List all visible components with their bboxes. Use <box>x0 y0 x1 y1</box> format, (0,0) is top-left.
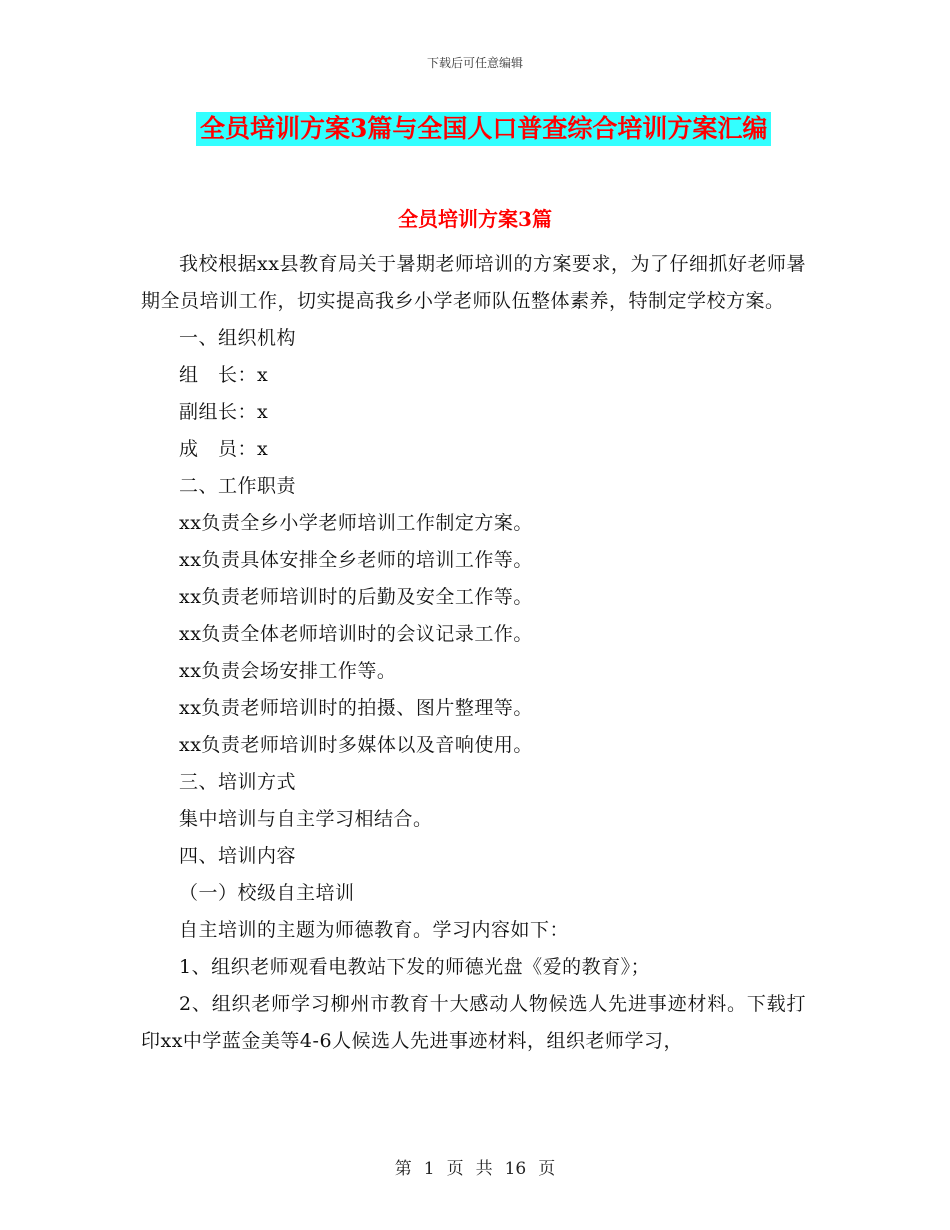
document-title: 全员培训方案3篇与全国人口普查综合培训方案汇编 <box>196 112 771 146</box>
heading-organization: 一、组织机构 <box>179 327 297 349</box>
subheading-school-training: （一）校级自主培训 <box>179 882 355 904</box>
heading-method: 三、培训方式 <box>179 771 297 793</box>
duty-item: xx负责全体老师培训时的会议记录工作。 <box>179 623 533 645</box>
duty-item: xx负责全乡小学老师培训工作制定方案。 <box>179 512 533 534</box>
intro-paragraph: 我校根据xx县教育局关于暑期老师培训的方案要求，为了仔细抓好老师暑期全员培训工作，切实提高我乡小学老师队伍整体素养，特制定学校方案。 <box>141 253 806 312</box>
total-label: 共 <box>475 1159 493 1179</box>
page-label: 第 <box>394 1159 412 1179</box>
duty-item: xx负责老师培训时的后勤及安全工作等。 <box>179 586 533 608</box>
duty-item: xx负责具体安排全乡老师的培训工作等。 <box>179 549 533 571</box>
page-unit: 页 <box>446 1159 464 1179</box>
page-footer <box>0 1154 950 1179</box>
list-item: 1、组织老师观看电教站下发的师德光盘《爱的教育》； <box>179 956 651 978</box>
vice-leader-line: 副组长：x <box>179 401 269 423</box>
header-note: 下载后可任意编辑 <box>426 56 523 70</box>
heading-duties: 二、工作职责 <box>179 475 297 497</box>
section-title: 全员培训方案3篇 <box>398 207 552 231</box>
total-unit: 页 <box>538 1159 556 1179</box>
document-body <box>141 246 806 1060</box>
list-item: 2、组织老师学习柳州市教育十大感动人物候选人先进事迹材料。下载打印xx中学蓝金美等4-6人候选人先进事迹材料，组织老师学习， <box>141 993 806 1052</box>
leader-line: 组 长：x <box>179 364 269 386</box>
page-number: 1 <box>423 1159 435 1179</box>
duty-item: xx负责老师培训时多媒体以及音响使用。 <box>179 734 533 756</box>
duty-item: xx负责会场安排工作等。 <box>179 660 397 682</box>
method-text: 集中培训与自主学习相结合。 <box>179 808 433 830</box>
theme-text: 自主培训的主题为师德教育。学习内容如下： <box>179 919 570 941</box>
heading-content: 四、培训内容 <box>179 845 297 867</box>
member-line: 成 员：x <box>179 438 269 460</box>
total-pages: 16 <box>504 1159 527 1179</box>
duty-item: xx负责老师培训时的拍摄、图片整理等。 <box>179 697 533 719</box>
